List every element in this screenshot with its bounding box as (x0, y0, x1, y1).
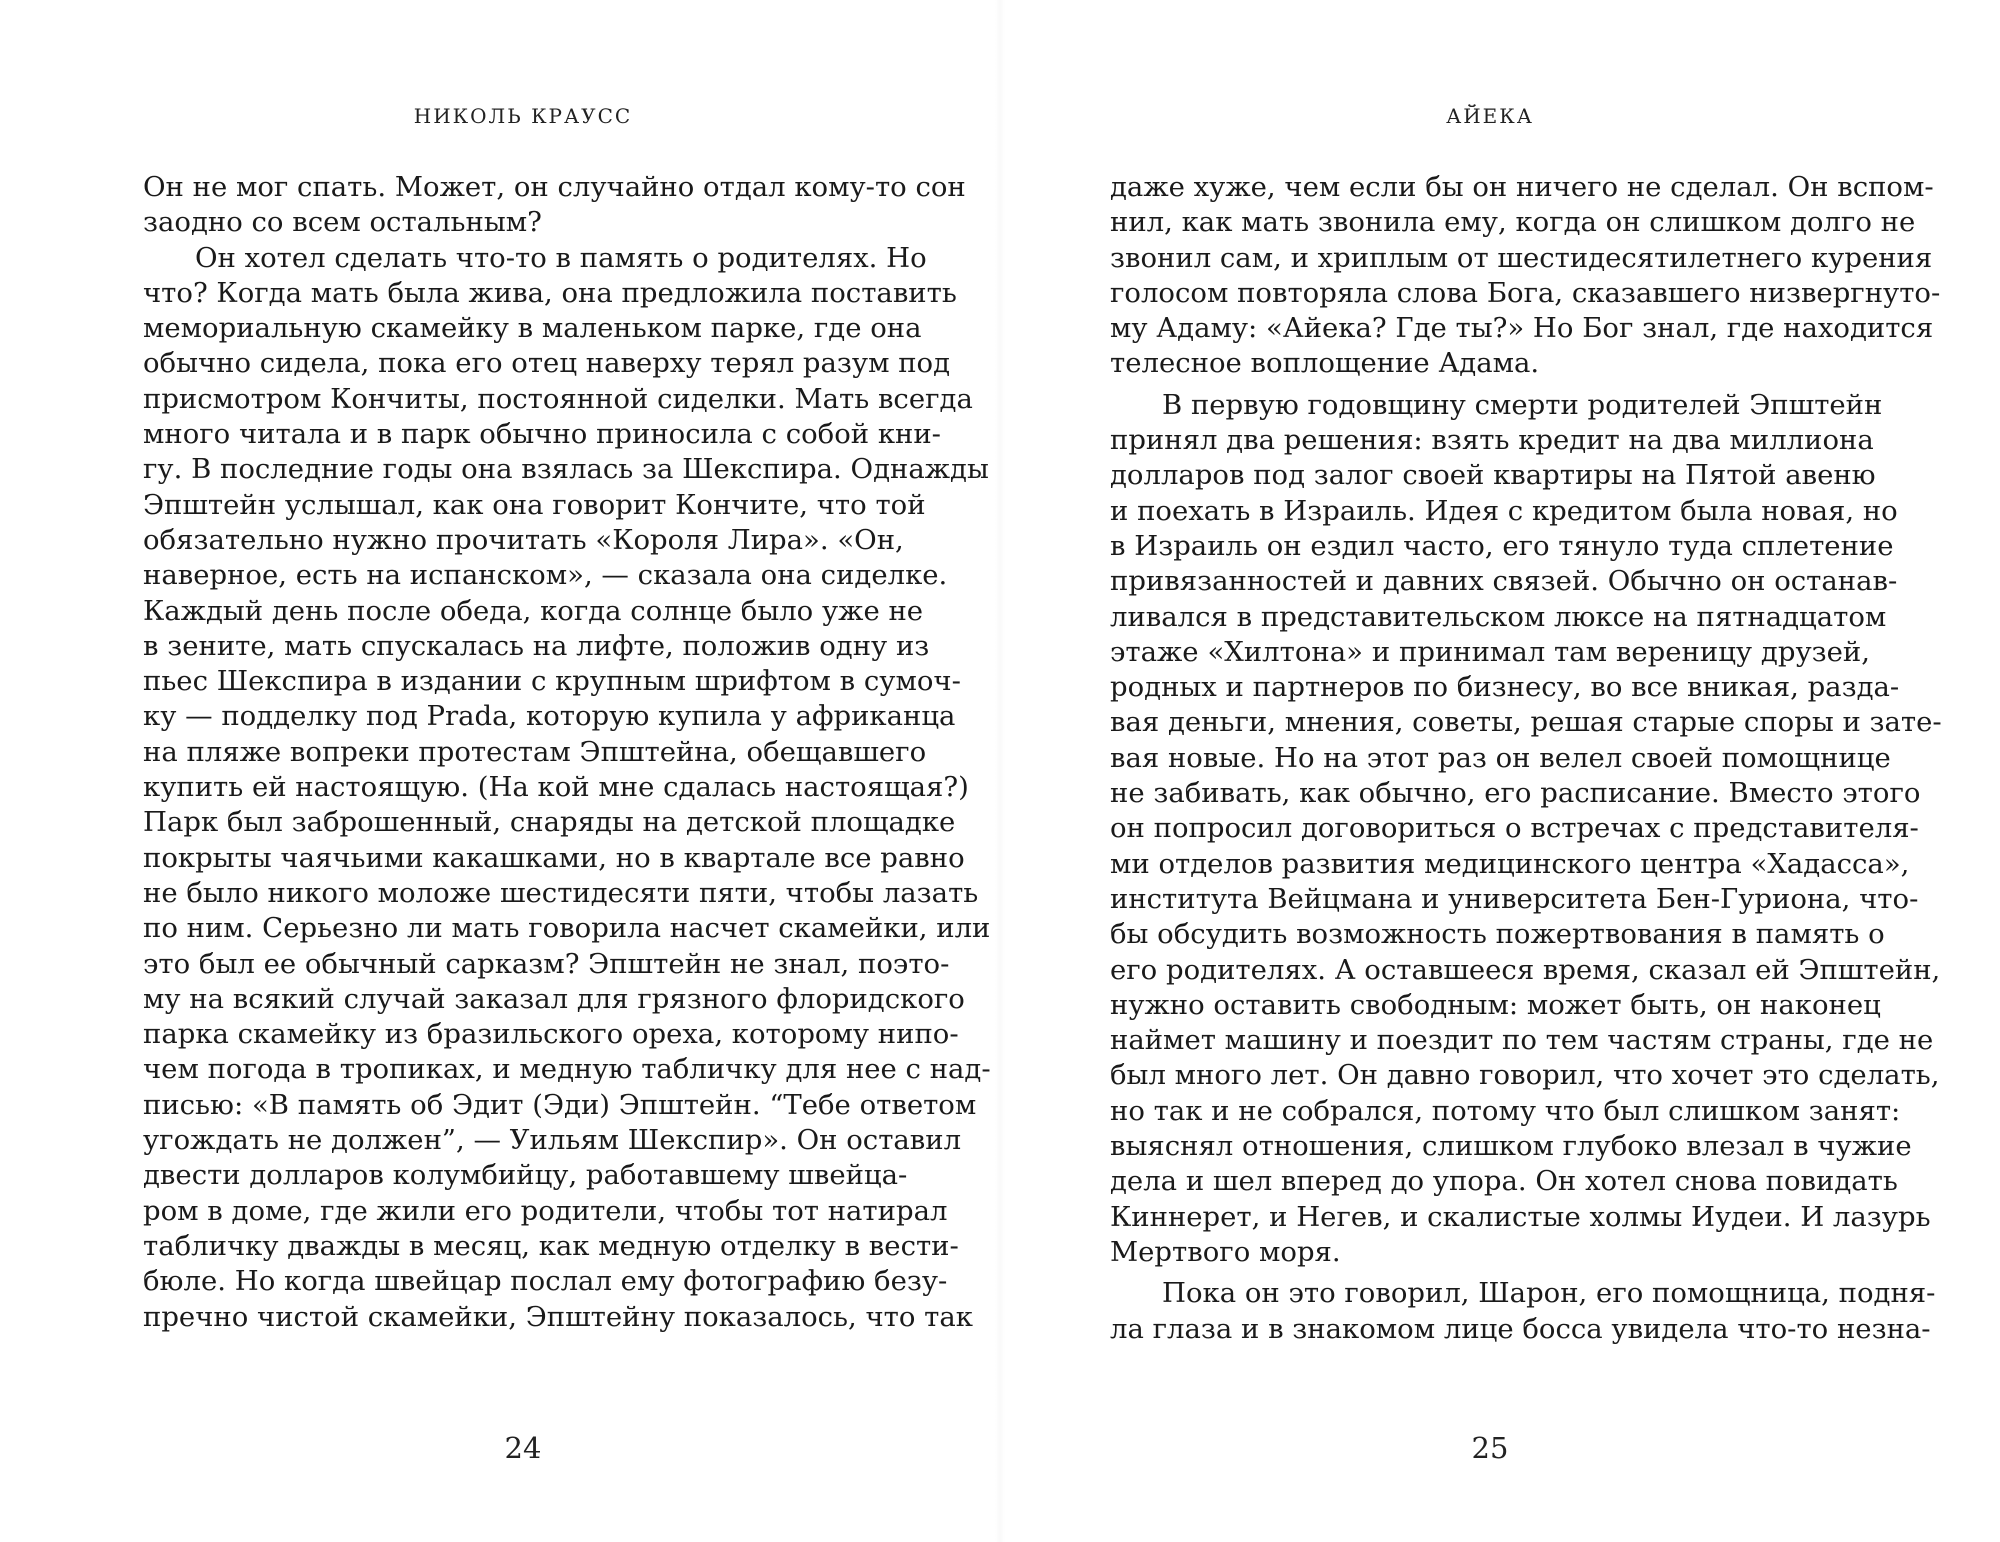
text-line: на пляже вопреки протестам Эпштейна, обещавшего (143, 735, 927, 768)
text-line: Он хотел сделать что-то в память о родителях. Но (195, 241, 927, 274)
text-line: нужно оставить свободным: может быть, он наконец (1110, 988, 1881, 1021)
text-line: в зените, мать спускалась на лифте, положив одну из (143, 629, 930, 662)
text-line: Каждый день после обеда, когда солнце было уже не (143, 594, 924, 627)
text-line: обычно сидела, пока его отец наверху терял разум под (143, 347, 951, 380)
text-line: даже хуже, чем если бы он ничего не сделал. Он вспом- (1110, 171, 1934, 203)
running-head-chapter: АЙЕКА (1446, 104, 1534, 128)
left-page (143, 0, 991, 1542)
text-line: чем погода в тропиках, и медную табличку для нее с над- (143, 1053, 991, 1086)
text-line: его родителях. А оставшееся время, сказал ей Эпштейн, (1110, 953, 1941, 986)
text-line: по ним. Серьезно ли мать говорила насчет скамейки, или (143, 912, 991, 945)
text-line: привязанностей и давних связей. Обычно он останав- (1110, 565, 1898, 598)
text-line: покрыты чаячьими какашками, но в квартале все равно (143, 841, 965, 874)
page-number: 24 (504, 1431, 542, 1465)
text-line: му Адаму: «Айека? Где ты?» Но Бог знал, где находится (1110, 312, 1934, 345)
text-line: это был ее обычный сарказм? Эпштейн не знал, поэто- (143, 947, 950, 980)
text-line: много читала и в парк обычно приносила с собой кни- (143, 418, 941, 451)
text-line: пьес Шекспира в издании с крупным шрифтом в сумоч- (143, 665, 961, 698)
text-line: наверное, есть на испанском», — сказала она сиделке. (143, 559, 948, 592)
text-line: института Вейцмана и университета Бен-Гуриона, что- (1110, 882, 1919, 915)
text-line: В первую годовщину смерти родителей Эпштейн (1162, 388, 1883, 421)
text-line: телесное воплощение Адама. (1110, 347, 1540, 380)
text-line: выяснял отношения, слишком глубоко влезал в чужие (1110, 1130, 1912, 1163)
text-line: ла глаза и в знакомом лице босса увидела что-то незна- (1110, 1312, 1931, 1345)
text-line: был много лет. Он давно говорил, что хочет это сделать, (1110, 1059, 1940, 1092)
text-line: табличку дважды в месяц, как медную отделку в вести- (143, 1229, 959, 1262)
text-line: купить ей настоящую. (На кой мне сдалась настоящая?) (143, 771, 969, 804)
text-line: Эпштейн услышал, как она говорит Кончите, что той (143, 488, 926, 521)
text-line: ром в доме, где жили его родители, чтобы тот натирал (143, 1194, 948, 1227)
text-line: му на всякий случай заказал для грязного флоридского (143, 982, 965, 1015)
text-line: гу. В последние годы она взялась за Шекспира. Однажды (143, 453, 989, 486)
text-line: дела и шел вперед до упора. Он хотел снова повидать (1110, 1165, 1898, 1198)
text-line: что? Когда мать была жива, она предложила поставить (143, 276, 957, 309)
text-line: мемориальную скамейку в маленьком парке, где она (143, 312, 922, 345)
text-line: бюле. Но когда швейцар послал ему фотографию безу- (143, 1265, 948, 1298)
text-line: не забивать, как обычно, его расписание. Вместо этого (1110, 777, 1921, 810)
text-line: бы обсудить возможность пожертвования в память о (1110, 918, 1885, 951)
text-line: не было никого моложе шестидесяти пяти, чтобы лазать (143, 876, 979, 909)
text-line: Он не мог спать. Может, он случайно отдал кому-то сон (143, 171, 966, 203)
text-line: Киннерет, и Негев, и скалистые холмы Иудеи. И лазурь (1110, 1200, 1931, 1233)
text-line: наймет машину и поездит по тем частям страны, где не (1110, 1024, 1934, 1057)
text-line: вая новые. Но на этот раз он велел своей помощнице (1110, 741, 1891, 774)
text-line: но так и не собрался, потому что был слишком занят: (1110, 1094, 1901, 1127)
text-line: нил, как мать звонила ему, когда он слишком долго не (1110, 206, 1916, 239)
text-line: звонил сам, и хриплым от шестидесятилетнего курения (1110, 241, 1933, 274)
text-line: двести долларов колумбийцу, работавшему швейца- (143, 1159, 908, 1192)
text-line: ку — подделку под Prada, которую купила у африканца (143, 700, 956, 733)
text-line: Пока он это говорил, Шарон, его помощница, подня- (1162, 1277, 1936, 1310)
text-line: угождать не должен”, — Уильям Шекспир». Он оставил (143, 1124, 962, 1157)
running-head-author: НИКОЛЬ КРАУСС (413, 104, 633, 128)
text-line: писью: «В память об Эдит (Эди) Эпштейн. “Тебе ответом (143, 1088, 977, 1121)
text-line: голосом повторяла слова Бога, сказавшего низвергнуто- (1110, 276, 1941, 309)
text-line: присмотром Кончиты, постоянной сиделки. Мать всегда (143, 382, 973, 415)
text-line: обязательно нужно прочитать «Короля Лира». «Он, (143, 523, 904, 556)
text-line: Мертвого моря. (1110, 1235, 1341, 1268)
text-line: родных и партнеров по бизнесу, во все вникая, разда- (1110, 671, 1900, 704)
text-line: Парк был заброшенный, снаряды на детской площадке (143, 806, 956, 839)
book-gutter (995, 0, 1005, 1542)
text-line: и поехать в Израиль. Идея с кредитом была новая, но (1110, 494, 1898, 527)
text-line: ливался в представительском люксе на пятнадцатом (1110, 600, 1887, 633)
text-line: этаже «Хилтона» и принимал там вереницу друзей, (1110, 635, 1870, 668)
text-line: ми отделов развития медицинского центра «Хадасса», (1110, 847, 1910, 880)
text-line: парка скамейку из бразильского ореха, которому нипо- (143, 1018, 959, 1051)
text-line: долларов под залог своей квартиры на Пятой авеню (1110, 459, 1876, 492)
right-page (1110, 0, 1942, 1542)
text-line: принял два решения: взять кредит на два миллиона (1110, 424, 1874, 457)
text-line: в Израиль он ездил часто, его тянуло туда сплетение (1110, 529, 1894, 562)
left-page-text (143, 170, 991, 1335)
text-line: вая деньги, мнения, советы, решая старые споры и зате- (1110, 706, 1942, 739)
page-number: 25 (1471, 1431, 1509, 1465)
text-line: он попросил договориться о встречах с представителя- (1110, 812, 1919, 845)
text-line: заодно со всем остальным? (143, 206, 542, 239)
text-line: пречно чистой скамейки, Эпштейну показалось, что так (143, 1300, 973, 1333)
right-page-text (1110, 170, 1942, 1347)
